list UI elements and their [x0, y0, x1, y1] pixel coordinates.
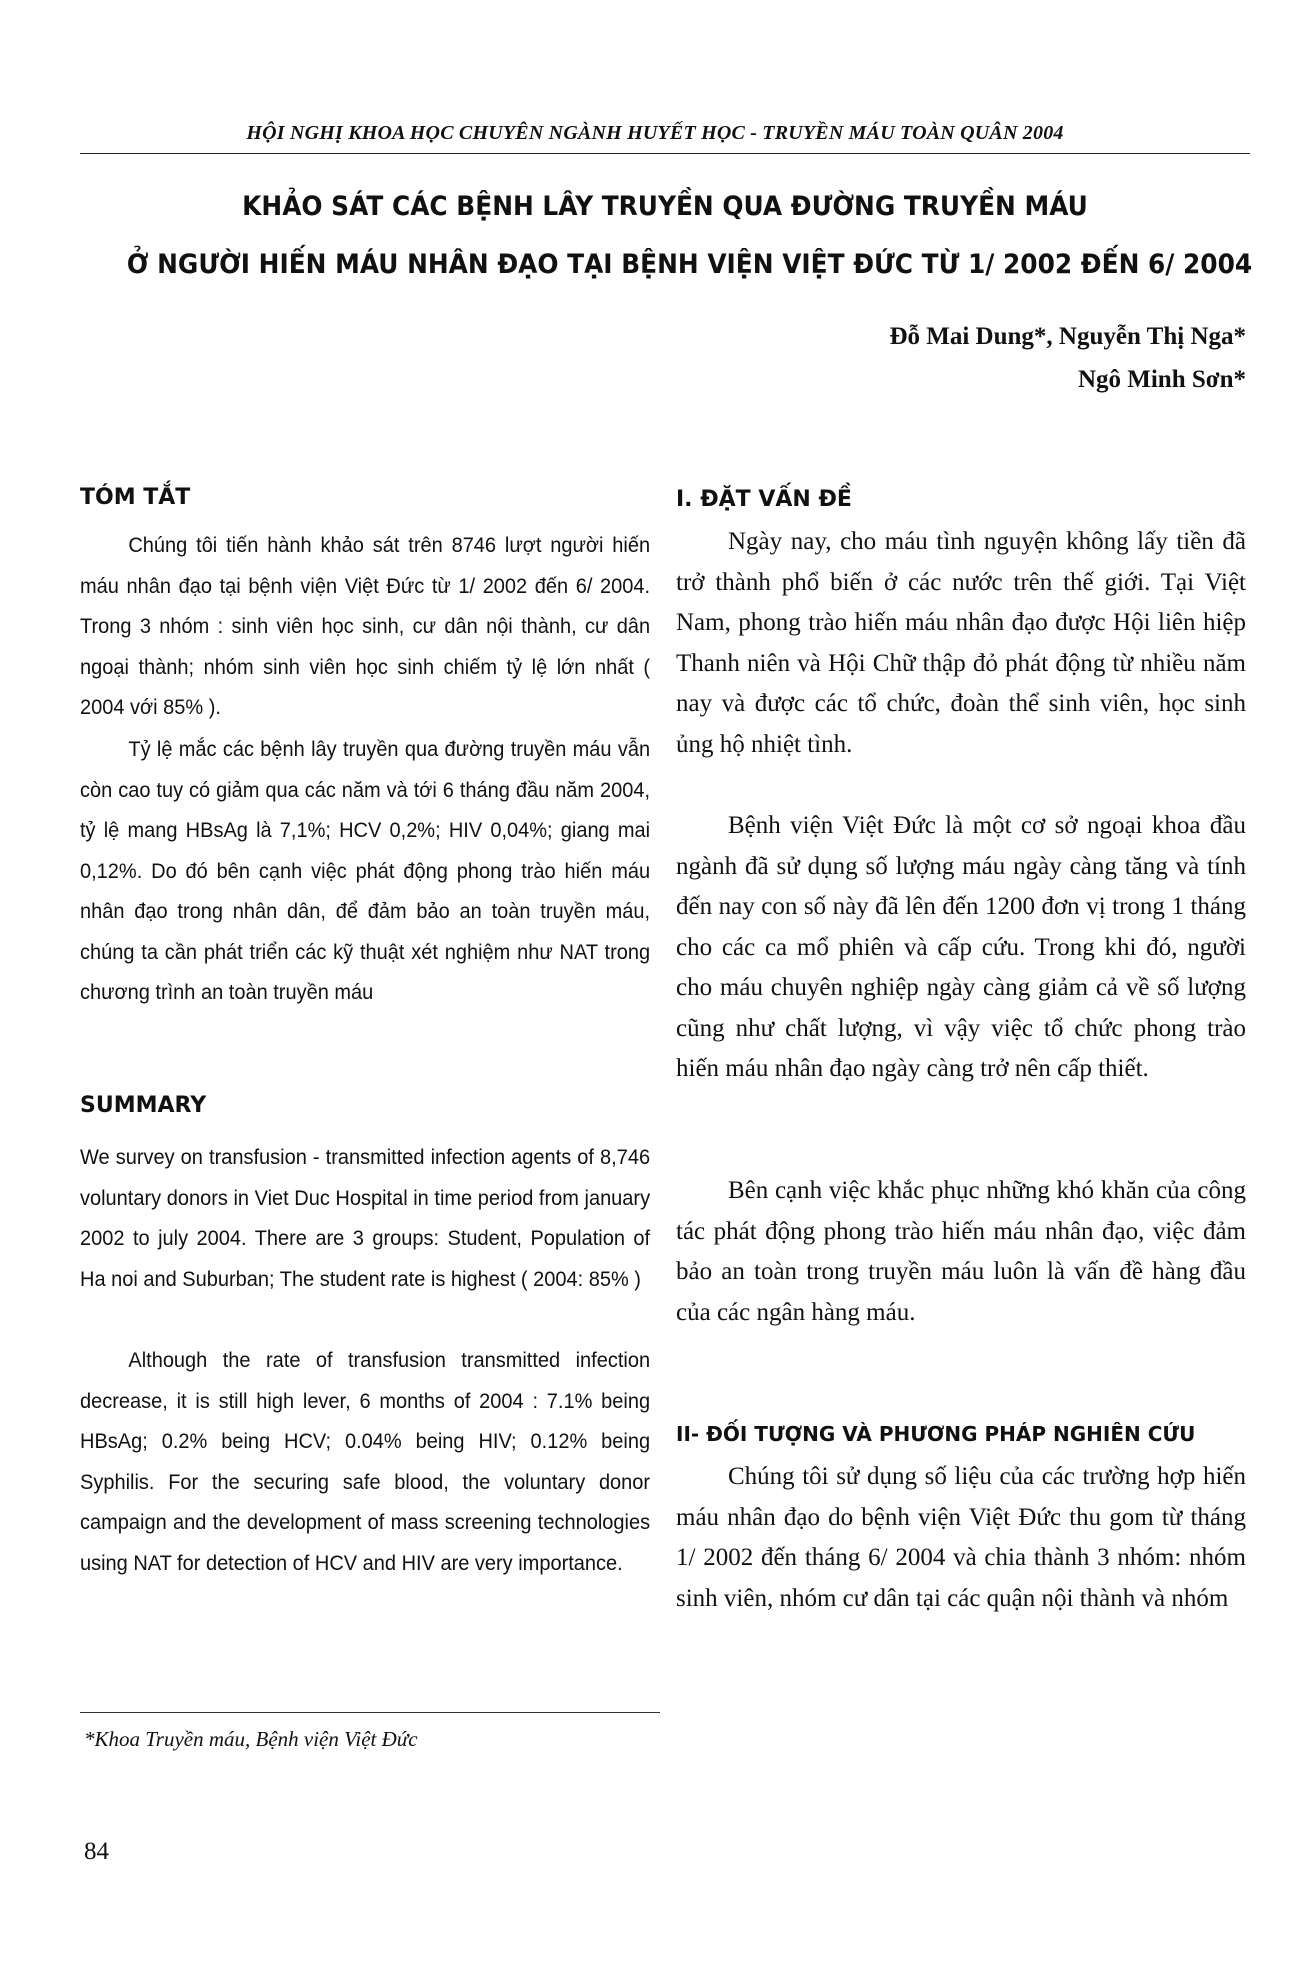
section-1-paragraph-1: Ngày nay, cho máu tình nguyện không lấy tiền đã trở thành phổ biến ở các nước trên thế giới. Tại Việt Nam, phong trào hiến máu nhân đạo được Hội liên hiệp Thanh niên và Hội Chữ thập đỏ phát động từ nhiều năm nay và được các tổ chức, đoàn thể sinh viên, học sinh ủng hộ nhiệt tình. [676, 528, 1246, 758]
running-head: HỘI NGHỊ KHOA HỌC CHUYÊN NGÀNH HUYẾT HỌC - TRUYỀN MÁU TOÀN QUÂN 2004 [246, 122, 1064, 144]
section-1-heading: I. ĐẶT VẤN ĐỀ [676, 487, 852, 512]
authors-line-2: Ngô Minh Sơn* [1077, 366, 1246, 393]
title-line-1: KHẢO SÁT CÁC BỆNH LÂY TRUYỀN QUA ĐƯỜNG TRUYỀN MÁU [242, 191, 1088, 222]
section-2-paragraph-1: Chúng tôi sử dụng số liệu của các trường hợp hiến máu nhân đạo do bệnh viện Việt Đức thu gom từ tháng 1/ 2002 đến tháng 6/ 2004 và chia thành 3 nhóm: nhóm sinh viên, nhóm cư dân tại các quận nội thành và nhóm [676, 1463, 1246, 1612]
title-line-2: Ở NGƯỜI HIẾN MÁU NHÂN ĐẠO TẠI BỆNH VIỆN VIỆT ĐỨC TỪ 1/ 2002 ĐẾN 6/ 2004 [126, 249, 1253, 280]
section-1-paragraph-2: Bệnh viện Việt Đức là một cơ sở ngoại khoa đầu ngành đã sử dụng số lượng máu ngày càng tăng và tính đến nay con số này đã lên đến 1200 đơn vị trong 1 tháng cho các ca mổ phiên và cấp cứu. Trong khi đó, người cho máu chuyên nghiệp ngày càng giảm cả về số lượng cũng như chất lượng, vì vậy việc tổ chức phong trào hiến máu nhân đạo ngày càng trở nên cấp thiết. [676, 812, 1246, 1082]
authors-line-1: Đỗ Mai Dung*, Nguyễn Thị Nga* [889, 323, 1246, 350]
summary-paragraph-2: Although the rate of transfusion transmitted infection decrease, it is still high lever, 6 months of 2004 : 7.1% being HBsAg; 0.2% being HCV; 0.04% being HIV; 0.12% being Syphilis. For the securing safe blood, the voluntary donor campaign and the development of mass screening technologies using NAT for detection of HCV and HIV are very importance. [80, 1348, 651, 1575]
abstract-vi-paragraph-2: Tỷ lệ mắc các bệnh lây truyền qua đường truyền máu vẫn còn cao tuy có giảm qua các năm và tới 6 tháng đầu năm 2004, tỷ lệ mang HBsAg là 7,1%; HCV 0,2%; HIV 0,04%; giang mai 0,12%. Do đó bên cạnh việc phát động phong trào hiến máu nhân đạo trong nhân dân, để đảm bảo an toàn truyền máu, chúng ta cần phát triển các kỹ thuật xét nghiệm như NAT trong chương trình an toàn truyền máu [80, 737, 651, 1004]
footnote: *Khoa Truyền máu, Bệnh viện Việt Đức [84, 1727, 418, 1751]
section-1-paragraph-3: Bên cạnh việc khắc phục những khó khăn của công tác phát động phong trào hiến máu nhân đạo, việc đảm bảo an toàn trong truyền máu luôn là vấn đề hàng đầu của các ngân hàng máu. [676, 1177, 1246, 1326]
abstract-vi-heading: TÓM TẮT [80, 485, 191, 510]
article-title [126, 178, 1253, 294]
summary-paragraph-1: We survey on transfusion - transmitted infection agents of 8,746 voluntary donors in Viet Duc Hospital in time period from january 2002 to july 2004. There are 3 groups: Student, Population of Ha noi and Suburban; The student rate is highest ( 2004: 85% ) [80, 1145, 651, 1291]
header-rule [80, 153, 1250, 154]
page-number: 84 [84, 1838, 109, 1865]
footnote-rule [80, 1712, 660, 1713]
section-2-heading: II- ĐỐI TƯỢNG VÀ PHƯƠNG PHÁP NGHIÊN CỨU [676, 1422, 1196, 1446]
authors [889, 315, 1246, 401]
summary-heading: SUMMARY [80, 1093, 207, 1118]
abstract-vi-paragraph-1: Chúng tôi tiến hành khảo sát trên 8746 lượt người hiến máu nhân đạo tại bệnh viện Việt Đức từ 1/ 2002 đến 6/ 2004. Trong 3 nhóm : sinh viên học sinh, cư dân nội thành, cư dân ngoại thành; nhóm sinh viên học sinh chiếm tỷ lệ lớn nhất ( 2004 với 85% ). [80, 533, 651, 719]
